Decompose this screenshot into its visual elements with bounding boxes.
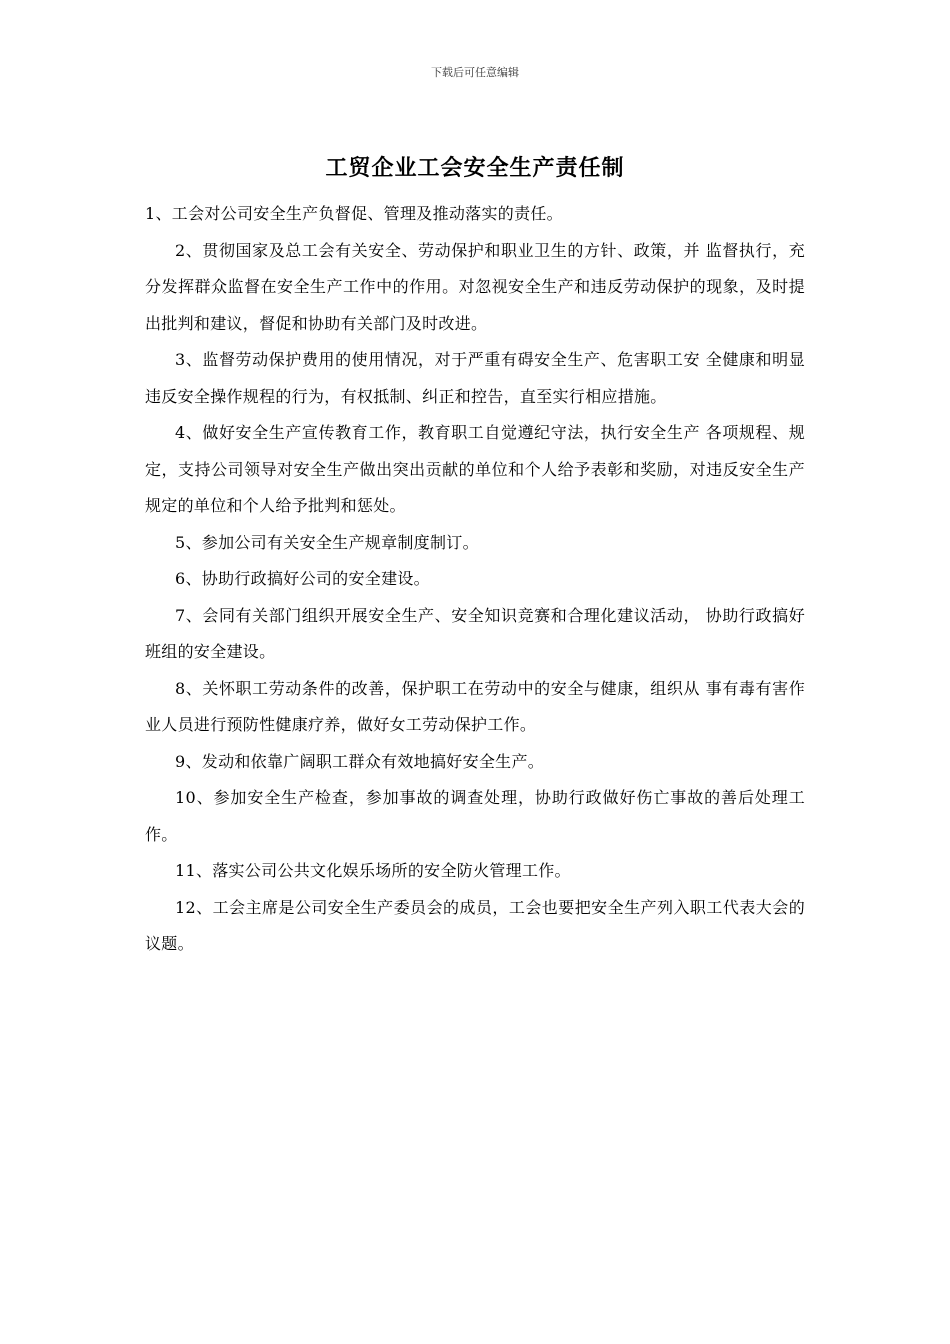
clause-8: 8、关怀职工劳动条件的改善，保护职工在劳动中的安全与健康，组织从 事有毒有害作业人员进行预防性健康疗养，做好女工劳动保护工作。 [145, 678, 805, 734]
clause-2: 2、贯彻国家及总工会有关安全、劳动保护和职业卫生的方针、政策，并 监督执行，充分发挥群众监督在安全生产工作中的作用。对忽视安全生产和违反劳动保护的现象，及时提出批判和建议，督促和协助有关部门及时改进。 [145, 240, 805, 333]
clause-6: 6、协助行政搞好公司的安全建设。 [175, 569, 430, 588]
clause-3: 3、监督劳动保护费用的使用情况，对于严重有碍安全生产、危害职工安 全健康和明显违反安全操作规程的行为，有权抵制、纠正和控告，直至实行相应措施。 [145, 350, 805, 406]
document-title: 工贸企业工会安全生产责任制 [325, 155, 625, 181]
clause-10: 10、参加安全生产检查，参加事故的调查处理，协助行政做好伤亡事故的善后处理工作。 [145, 788, 805, 844]
page-header-note: 下载后可任意编辑 [431, 66, 519, 79]
clause-5: 5、参加公司有关安全生产规章制度制订。 [175, 532, 479, 552]
document-body [145, 196, 805, 963]
clause-7: 7、会同有关部门组织开展安全生产、安全知识竞赛和合理化建议活动， 协助行政搞好班组的安全建设。 [145, 605, 805, 661]
clause-4: 4、做好安全生产宣传教育工作，教育职工自觉遵纪守法，执行安全生产 各项规程、规定，支持公司领导对安全生产做出突出贡献的单位和个人给予表彰和奖励，对违反安全生产规定的单位和个人给予批判和惩处。 [145, 423, 805, 515]
clause-11: 11、落实公司公共文化娱乐场所的安全防火管理工作。 [175, 861, 571, 880]
clause-12: 12、工会主席是公司安全生产委员会的成员，工会也要把安全生产列入职工代表大会的议题。 [145, 897, 805, 953]
clause-9: 9、发动和依靠广阔职工群众有效地搞好安全生产。 [175, 751, 545, 771]
clause-1: 1、工会对公司安全生产负督促、管理及推动落实的责任。 [145, 204, 563, 223]
